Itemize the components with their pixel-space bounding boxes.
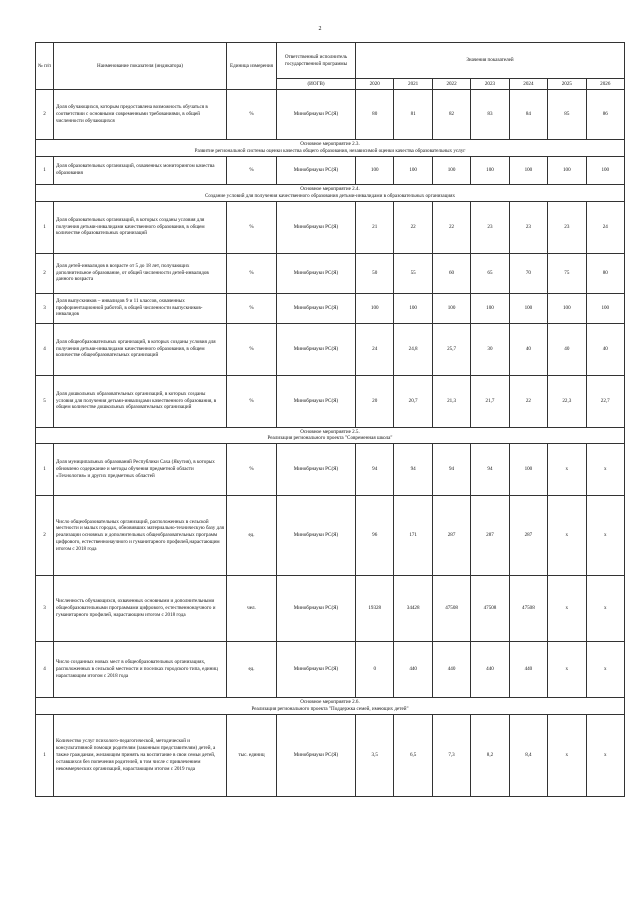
value-cell: 440 [394, 642, 432, 698]
section-title: Основное мероприятие 2.5. Реализация регионального проекта "Современная школа" [36, 427, 625, 444]
header-values: Значения показателей [356, 43, 625, 79]
value-cell: х [586, 642, 624, 698]
indicator-name: Численность обучающихся, охваченных основными и дополнительными общеобразовательными программами цифрового, естественнонаучного и гуманитарного профилей, нарастающим итогом с 2018 года [54, 576, 227, 642]
value-cell: 100 [356, 293, 394, 323]
unit: % [227, 375, 277, 427]
header-year: 2021 [394, 79, 432, 90]
value-cell: 440 [432, 642, 470, 698]
table-row [36, 201, 625, 253]
table-row [36, 576, 625, 642]
header-executor-sub: (ИОГВ) [277, 79, 356, 90]
value-cell: 85 [548, 90, 586, 140]
table-row [36, 253, 625, 293]
value-cell: 100 [586, 156, 624, 184]
value-cell: 100 [586, 293, 624, 323]
value-cell: 24 [356, 323, 394, 375]
value-cell: 40 [509, 323, 547, 375]
header-executor: Ответственный исполнитель государственной программы [277, 43, 356, 79]
value-cell: 94 [432, 444, 470, 496]
value-cell: 287 [432, 496, 470, 576]
value-cell: 0 [356, 642, 394, 698]
table-row [36, 323, 625, 375]
row-number: 1 [36, 715, 54, 797]
indicator-name: Доля образовательных организаций, в которых созданы условия для получения детьми-инвалидами качественного образования, в общем количестве образовательных организаций [54, 201, 227, 253]
value-cell: 82 [432, 90, 470, 140]
value-cell: 83 [471, 90, 509, 140]
row-number: 2 [36, 496, 54, 576]
value-cell: 70 [509, 253, 547, 293]
header-year: 2022 [432, 79, 470, 90]
table-row [36, 642, 625, 698]
value-cell: 171 [394, 496, 432, 576]
value-cell: 84 [509, 90, 547, 140]
section-row [36, 698, 625, 715]
value-cell: 60 [432, 253, 470, 293]
value-cell: 47508 [471, 576, 509, 642]
value-cell: 94 [394, 444, 432, 496]
indicator-name: Количество услуг психолого-педагогической, методической и консультативной помощи родителям (законным представителям) детей, а также гражданам, желающим принять на воспитание в свои семьи детей, оставшихся без попечения родителей, в том числе с привлечением некоммерческих организаций, нарастающим итогом с 2019 года [54, 715, 227, 797]
value-cell: 100 [509, 444, 547, 496]
indicator-name: Доля муниципальных образований Республики Саха (Якутия), в которых обновлено содержание и методы обучения предметной области «Технология» и других предметных областей [54, 444, 227, 496]
indicator-name: Доля дошкольных образовательных организаций, в которых созданы условия для получения детьми-инвалидами качественного образования, в общем количестве дошкольных образовательных организаций [54, 375, 227, 427]
value-cell: 21,3 [432, 375, 470, 427]
value-cell: 100 [471, 293, 509, 323]
value-cell: х [586, 444, 624, 496]
value-cell: 22,3 [548, 375, 586, 427]
row-number: 1 [36, 201, 54, 253]
indicator-name: Число общеобразовательных организаций, расположенных в сельской местности и малых городах, обновивших материально-техническую базу для реализации основных и дополнительных общеобразовательных программ цифрового, естественнонаучного и гуманитарного профилей,нарастающим итогом с 2018 года [54, 496, 227, 576]
value-cell: 65 [471, 253, 509, 293]
value-cell: 287 [471, 496, 509, 576]
value-cell: 22 [432, 201, 470, 253]
unit: % [227, 444, 277, 496]
unit: чел. [227, 576, 277, 642]
header-year: 2024 [509, 79, 547, 90]
value-cell: 80 [586, 253, 624, 293]
value-cell: 100 [432, 156, 470, 184]
row-number: 3 [36, 293, 54, 323]
value-cell: 3,5 [356, 715, 394, 797]
value-cell: 100 [356, 156, 394, 184]
section-row [36, 184, 625, 201]
table-row [36, 715, 625, 797]
executor: Минобрнауки РС(Я) [277, 201, 356, 253]
row-number: 4 [36, 323, 54, 375]
value-cell: х [548, 642, 586, 698]
value-cell: 24,8 [394, 323, 432, 375]
executor: Минобрнауки РС(Я) [277, 576, 356, 642]
section-title: Основное мероприятие 2.6. Реализация регионального проекта "Поддержка семей, имеющих детей" [36, 698, 625, 715]
value-cell: 100 [548, 156, 586, 184]
value-cell: 22 [509, 375, 547, 427]
value-cell: 6,5 [394, 715, 432, 797]
unit: ед. [227, 642, 277, 698]
indicator-name: Доля детей-инвалидов в возрасте от 5 до 18 лет, получающих дополнительное образование, от общей численности детей-инвалидов данного возраста [54, 253, 227, 293]
value-cell: х [548, 715, 586, 797]
table-body [36, 90, 625, 797]
value-cell: х [548, 444, 586, 496]
table-row [36, 293, 625, 323]
value-cell: х [586, 715, 624, 797]
indicator-name: Доля обучающихся, которым предоставлена возможность обучаться в соответствии с основными современными требованиями, в общей численности обучающихся [54, 90, 227, 140]
unit: тыс. единиц [227, 715, 277, 797]
executor: Минобрнауки РС(Я) [277, 642, 356, 698]
value-cell: 25,7 [432, 323, 470, 375]
indicators-table [35, 42, 625, 797]
value-cell: 81 [394, 90, 432, 140]
value-cell: 96 [356, 496, 394, 576]
unit: % [227, 323, 277, 375]
header-name: Наименование показателя (индикатора) [54, 43, 227, 90]
value-cell: 20,7 [394, 375, 432, 427]
section-row [36, 427, 625, 444]
executor: Минобрнауки РС(Я) [277, 496, 356, 576]
value-cell: 23 [548, 201, 586, 253]
value-cell: х [548, 496, 586, 576]
value-cell: 22 [394, 201, 432, 253]
executor: Минобрнауки РС(Я) [277, 90, 356, 140]
unit: % [227, 293, 277, 323]
executor: Минобрнауки РС(Я) [277, 444, 356, 496]
table-row [36, 444, 625, 496]
table-row [36, 156, 625, 184]
value-cell: 19328 [356, 576, 394, 642]
page-number: 2 [318, 26, 322, 32]
value-cell: 100 [509, 293, 547, 323]
value-cell: 75 [548, 253, 586, 293]
section-row [36, 140, 625, 157]
executor: Минобрнауки РС(Я) [277, 375, 356, 427]
value-cell: 100 [394, 156, 432, 184]
indicator-name: Число созданных новых мест в общеобразовательных организациях, расположенных в сельской местности и поселках городского типа, единиц нарастающим итогом с 2018 года [54, 642, 227, 698]
section-title: Основное мероприятие 2.4. Создание условий для получения качественного образования детьми-инвалидами в образовательных организациях [36, 184, 625, 201]
indicator-name: Доля общеобразовательных организаций, в которых созданы условия для получения детьми-инвалидами качественного образования, в общем количестве общеобразовательных организаций [54, 323, 227, 375]
value-cell: 100 [432, 293, 470, 323]
executor: Минобрнауки РС(Я) [277, 156, 356, 184]
header-year: 2020 [356, 79, 394, 90]
row-number: 1 [36, 156, 54, 184]
header-year: 2026 [586, 79, 624, 90]
value-cell: 23 [509, 201, 547, 253]
value-cell: 440 [471, 642, 509, 698]
value-cell: 440 [509, 642, 547, 698]
executor: Минобрнауки РС(Я) [277, 293, 356, 323]
executor: Минобрнауки РС(Я) [277, 715, 356, 797]
value-cell: 8,4 [509, 715, 547, 797]
table-row [36, 90, 625, 140]
value-cell: 287 [509, 496, 547, 576]
value-cell: 80 [356, 90, 394, 140]
header-year: 2023 [471, 79, 509, 90]
value-cell: 40 [586, 323, 624, 375]
value-cell: 21 [356, 201, 394, 253]
value-cell: 100 [548, 293, 586, 323]
value-cell: 40 [548, 323, 586, 375]
row-number: 3 [36, 576, 54, 642]
value-cell: 94 [471, 444, 509, 496]
value-cell: 24 [586, 201, 624, 253]
value-cell: 100 [509, 156, 547, 184]
indicator-name: Доля выпускников – инвалидов 9 и 11 классов, охваченных профориентационной работой, в общей численности выпускников-инвалидов [54, 293, 227, 323]
header-year: 2025 [548, 79, 586, 90]
row-number: 1 [36, 444, 54, 496]
executor: Минобрнауки РС(Я) [277, 323, 356, 375]
value-cell: 100 [471, 156, 509, 184]
value-cell: х [586, 496, 624, 576]
row-number: 4 [36, 642, 54, 698]
value-cell: 22,7 [586, 375, 624, 427]
row-number: 2 [36, 253, 54, 293]
value-cell: 7,3 [432, 715, 470, 797]
value-cell: 55 [394, 253, 432, 293]
value-cell: х [586, 576, 624, 642]
unit: % [227, 253, 277, 293]
row-number: 2 [36, 90, 54, 140]
row-number: 5 [36, 375, 54, 427]
value-cell: 8,2 [471, 715, 509, 797]
value-cell: 86 [586, 90, 624, 140]
value-cell: 50 [356, 253, 394, 293]
unit: % [227, 156, 277, 184]
value-cell: 30 [471, 323, 509, 375]
table-row [36, 496, 625, 576]
unit: ед. [227, 496, 277, 576]
header-unit: Единица измерения [227, 43, 277, 90]
value-cell: 100 [394, 293, 432, 323]
section-title: Основное мероприятие 2.3. Развитие региональной системы оценки качества общего образования, независимой оценки качества образовательных услуг [36, 140, 625, 157]
value-cell: 23 [471, 201, 509, 253]
value-cell: 21,7 [471, 375, 509, 427]
value-cell: 34428 [394, 576, 432, 642]
value-cell: х [548, 576, 586, 642]
unit: % [227, 90, 277, 140]
header-num: № п/п [36, 43, 54, 90]
unit: % [227, 201, 277, 253]
value-cell: 47508 [432, 576, 470, 642]
table-row [36, 375, 625, 427]
value-cell: 20 [356, 375, 394, 427]
value-cell: 94 [356, 444, 394, 496]
executor: Минобрнауки РС(Я) [277, 253, 356, 293]
value-cell: 47508 [509, 576, 547, 642]
indicator-name: Доля образовательных организаций, охваченных мониторингом качества образования [54, 156, 227, 184]
